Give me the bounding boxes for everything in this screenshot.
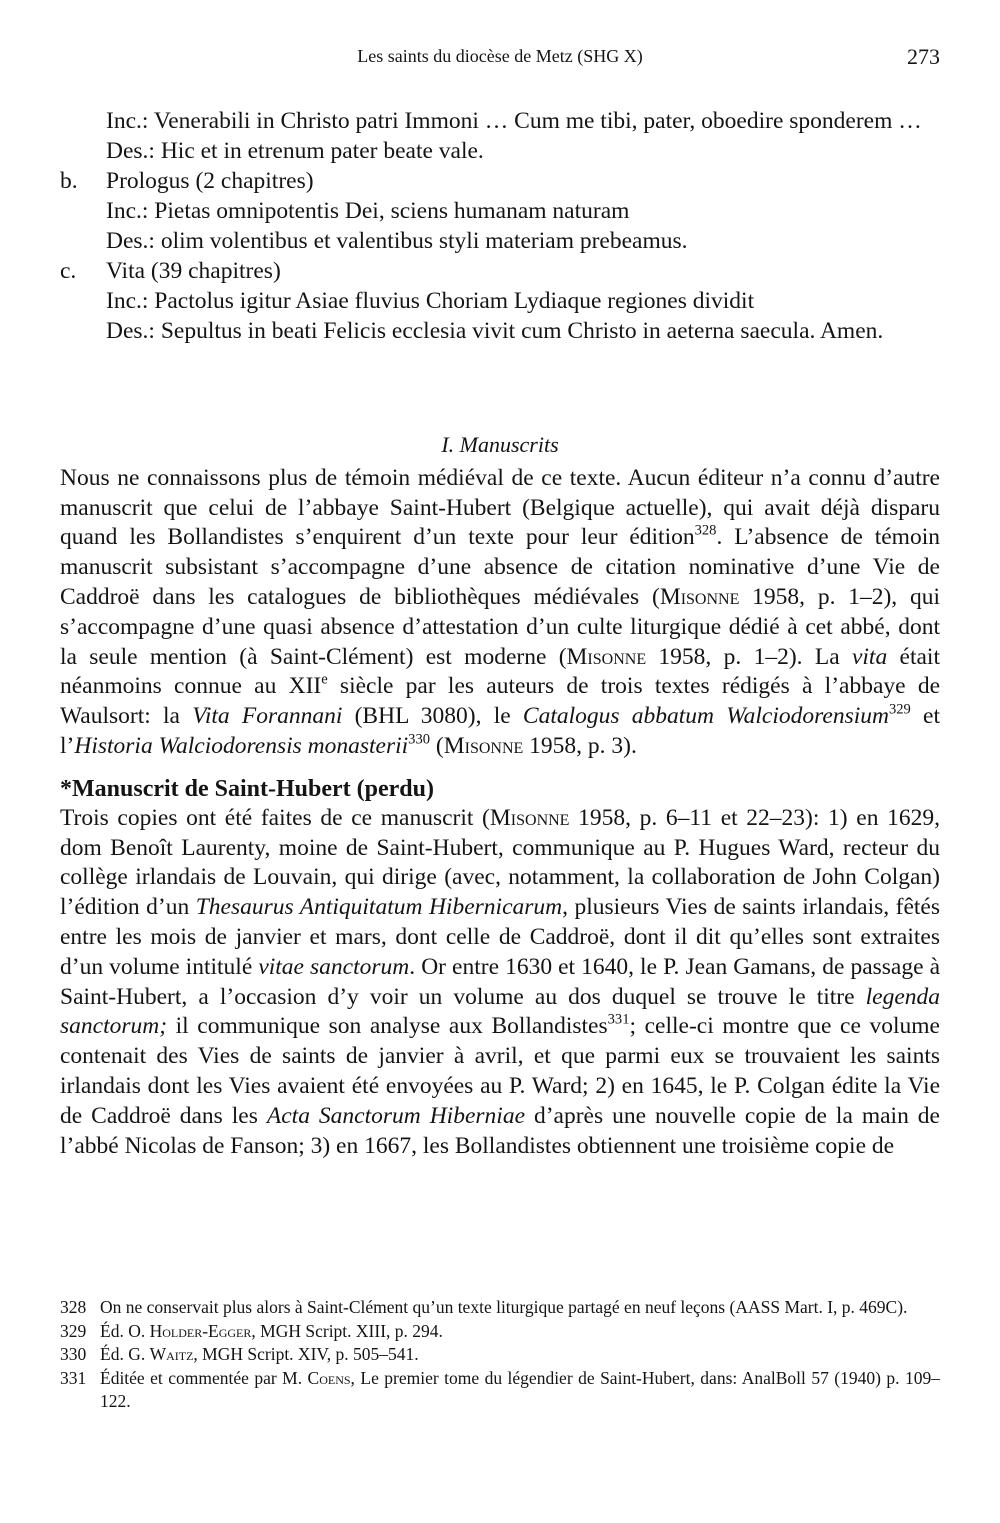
author-name: Coens	[307, 1367, 351, 1388]
running-header	[0, 44, 1000, 74]
main-text	[60, 430, 940, 1161]
text-run: Nous ne connaissons plus de témoin médiéval de ce texte. Aucun éditeur n’a connu d’autre manuscrit que celui de l’abbaye Saint-Hubert (Belgique actuelle), qui avait déjà disparu quand les Bollandistes s’enquirent d’un texte pour leur édition	[60, 464, 940, 551]
text-run: . L’absence de témoin manuscrit subsistant s’accompagne d’une absence de citation nominative d’une Vie de Caddroë dans les catalogues de bibliothèques médiévales (	[60, 524, 940, 610]
footnote-329	[60, 1320, 940, 1344]
text-run: Trois copies ont été faites de ce manuscrit (	[60, 804, 490, 831]
subsection-heading: *Manuscrit de Saint-Hubert (perdu)	[60, 775, 434, 802]
footnote-text	[100, 1367, 940, 1414]
incipit-a-inc: Inc.: Venerabili in Christo patri Immoni … Cum me tibi, pater, oboedire sponderem …	[106, 108, 922, 134]
italic-title: legenda sanctorum;	[60, 983, 940, 1040]
author-name: Misonne	[566, 643, 647, 670]
footnote-number: 331	[60, 1367, 87, 1388]
author-name: Waitz	[149, 1344, 194, 1364]
text-run: était néanmoins connue au XII	[60, 643, 940, 700]
text-run: ; celle-ci montre que ce volume contenait des Vies de saints de janvier à avril, et que parmi eux se trouvaient les saints irlandais dont les Vies avaient été envoyées au P. Ward; 2) en 1645, le P. Colgan édite la Vie de Caddroë dans les	[60, 1013, 940, 1129]
footnotes	[60, 1296, 940, 1414]
italic-title: vitae sanctorum	[258, 953, 410, 980]
text-run: 1958, p. 6–11 et 22–23): 1) en 1629, dom Benoît Laurenty, moine de Saint-Hubert, communique au P. Hugues Ward, recteur du collège irlandais de Louvain, qui dirige (avec, notamment, la collaboration de John Colgan) l’édition d’un	[60, 804, 940, 921]
list-label-c: c.	[60, 258, 77, 284]
footnote-ref-329[interactable]: 329	[888, 701, 911, 718]
text-run: Éditée et commentée par M.	[100, 1367, 308, 1388]
vita-des: Des.: Sepultus in beati Felicis ecclesia vivit cum Christo in aeterna saecula. Amen.	[106, 318, 884, 344]
page-number: 273	[907, 44, 940, 69]
author-name: Holder-Egger	[149, 1320, 252, 1341]
text-run: 1958, p. 1–2). La	[646, 643, 852, 670]
italic-title: vita	[851, 643, 888, 670]
incipit-a-row	[60, 106, 940, 136]
running-title: Les saints du diocèse de Metz (SHG X)	[357, 46, 643, 66]
footnote-text: On ne conservait plus alors à Saint-Clément qu’un texte liturgique partagé en neuf leçons (AASS Mart. I, p. 469C).	[100, 1297, 908, 1317]
text-run: , plusieurs Vies de saints irlandais, fêtés entre les mois de janvier et mars, dont celle de Caddroë, dont il dit qu’elles sont extraites d’un volume intitulé	[60, 894, 940, 980]
incipit-a-des-row	[60, 136, 940, 166]
text-run: (	[430, 732, 444, 759]
vita-des-row	[60, 316, 940, 346]
italic-title: Vita Forannani	[192, 703, 343, 730]
footnote-328	[60, 1296, 940, 1320]
footnote-ref-328[interactable]: 328	[694, 522, 717, 539]
section-heading: I. Manuscrits	[441, 432, 559, 457]
footnote-number: 328	[60, 1297, 87, 1317]
prologue-des-row	[60, 226, 940, 256]
footnote-text	[100, 1320, 940, 1344]
text-run: , Le premier tome du légendier de Saint-Hubert, dans: AnalBoll 57 (1940) p. 109–122.	[100, 1367, 940, 1411]
prologue-row	[60, 166, 940, 196]
italic-title: Historia Walciodorensis monasterii	[74, 732, 409, 759]
paragraph-saint-hubert	[60, 804, 940, 1162]
text-run: 1958, p. 3).	[523, 732, 637, 759]
italic-title: Catalogus abbatum Walciodorensium	[522, 703, 889, 730]
footnote-number: 330	[60, 1344, 87, 1364]
vita-row	[60, 256, 940, 286]
footnote-331	[60, 1367, 940, 1414]
list-label-b: b.	[60, 168, 78, 194]
vita-inc-row	[60, 286, 940, 316]
text-run: et l’	[60, 703, 940, 759]
text-run: , MGH Script. XIII, p. 294.	[251, 1320, 443, 1341]
incipit-block	[60, 106, 940, 346]
text-run: Éd. O.	[100, 1320, 150, 1341]
author-name: Misonne	[489, 804, 570, 831]
italic-title: Acta Sanctorum Hiberniae	[266, 1102, 525, 1129]
text-run: , MGH Script. XIV, p. 505–541.	[193, 1344, 419, 1364]
footnote-text	[100, 1343, 940, 1367]
author-name: Misonne	[659, 583, 740, 610]
footnote-ref-331[interactable]: 331	[607, 1011, 630, 1028]
text-run: d’après une nouvelle copie de la main de l’abbé Nicolas de Fanson; 3) en 1667, les Bollandistes obtiennent une troisième copie de	[60, 1102, 940, 1159]
footnote-330	[60, 1343, 940, 1367]
vita-title: Vita (39 chapitres)	[106, 258, 281, 284]
text-run: siècle par les auteurs de trois textes rédigés à l’abbaye de Waulsort: la	[60, 673, 940, 730]
prologue-title: Prologus (2 chapitres)	[106, 168, 314, 194]
text-run: (BHL 3080), le	[342, 703, 523, 730]
footnote-ref-330[interactable]: 330	[408, 731, 431, 748]
text-run: . Or entre 1630 et 1640, le P. Jean Gamans, de passage à Saint-Hubert, a l’occasion d’y voir un volume au dos duquel se trouve le titre	[60, 953, 941, 1010]
prologue-inc: Inc.: Pietas omnipotentis Dei, sciens humanam naturam	[106, 198, 630, 224]
italic-title: Thesaurus Antiquitatum Hibernicarum	[195, 894, 563, 921]
author-name: Misonne	[443, 732, 524, 759]
vita-inc: Inc.: Pactolus igitur Asiae fluvius Choriam Lydiaque regiones dividit	[106, 288, 755, 314]
prologue-des: Des.: olim volentibus et valentibus styli materiam prebeamus.	[106, 228, 688, 254]
paragraph-manuscrits	[60, 464, 940, 762]
text-run: 1958, p. 1–2), qui s’accompagne d’une quasi absence d’attestation d’un culte liturgique dédié à cet abbé, dont la seule mention (à Saint-Clément) est moderne (	[60, 583, 940, 670]
century-superscript: e	[321, 671, 328, 688]
text-run: Éd. G.	[100, 1344, 150, 1364]
prologue-inc-row	[60, 196, 940, 226]
footnote-number: 329	[60, 1320, 87, 1341]
incipit-a-des: Des.: Hic et in etrenum pater beate vale.	[106, 138, 484, 164]
text-run: il communique son analyse aux Bollandistes	[167, 1013, 608, 1040]
